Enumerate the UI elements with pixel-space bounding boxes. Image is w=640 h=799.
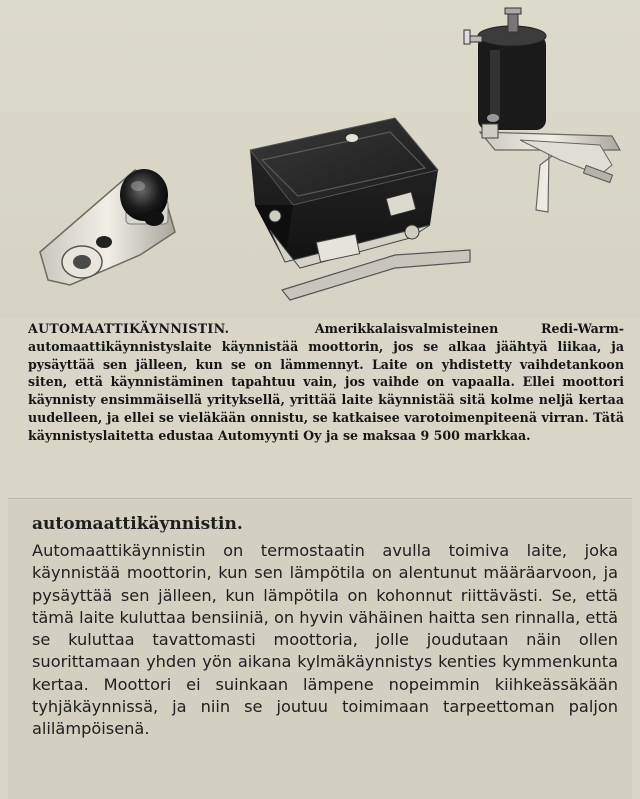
article-section	[8, 500, 632, 799]
photo-caption	[28, 320, 624, 445]
small-switch-device	[40, 169, 175, 285]
caption-title: AUTOMAATTIKÄYNNISTIN.	[28, 321, 230, 336]
section-divider	[8, 498, 632, 499]
product-photo	[0, 0, 640, 318]
article-body: Automaattikäynnistin on termostaatin avulla toimiva laite, joka käynnistää moottorin, kun sen lämpötila on alentunut määräarvoon, ja pysäyttää sen jälleen, kun lämpötila on kohonnut riittävästi. Se, että tämä laite kuluttaa bensiiniä, on hyvin vähäinen haitta sen rinnalla, että se kuluttaa tavattomasti moottoria, jolle joudutaan näin ollen suorittamaan yhden yön aikana kylmäkäynnistys kenties kymmenkunta kertaa. Moottori ei suinkaan lämpene nopeimmin kiihkeässäkään tyhjäkäynnissä, ja niin se joutuu toimimaan tarpeettoman paljon alilämpöisenä.	[32, 541, 618, 739]
caption-text: Amerikkalaisvalmisteinen Redi-Warm-automaattikäynnistyslaite käynnistää moottorin, jos se alkaa jäähtyä liikaa, ja pysäyttää sen jälleen, kun se on lämmennyt. Laite on yhdistetty vaihdetankoon siten, että käynnistäminen tapahtuu vain, jos vaihde on vapaalla. Ellei moottori käynnisty ensimmäisellä yrityksellä, yrittää laite käynnistää sitä kolme neljä kertaa uudelleen, ja ellei se vieläkään onnistu, se katkaisee varotoimenpiteenä virran. Tätä käynnistyslaitetta edustaa Automyynti Oy ja se maksaa 9 500 markkaa.	[28, 321, 624, 443]
box-relay-unit	[250, 118, 470, 300]
article-heading: automaattikäynnistin.	[32, 514, 243, 534]
cylinder-thermostat	[464, 8, 620, 212]
